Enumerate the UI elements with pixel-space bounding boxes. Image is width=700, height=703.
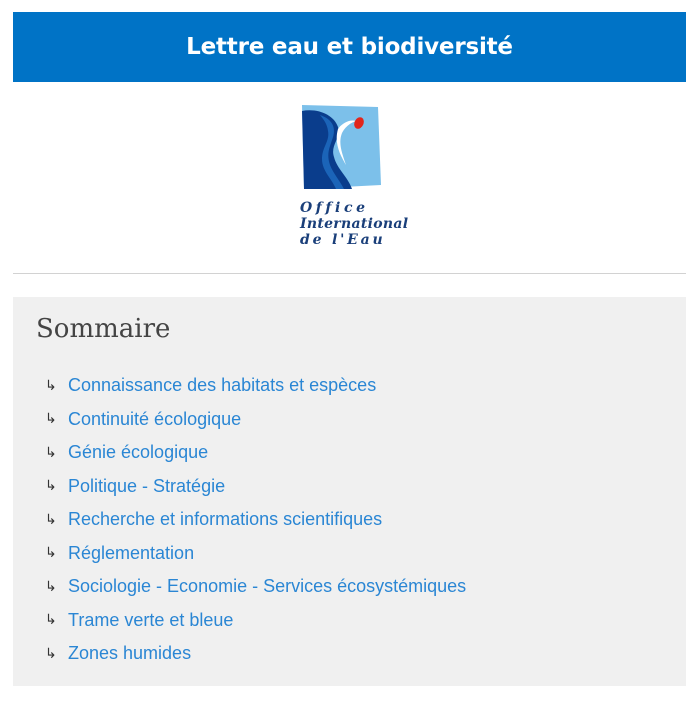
sommaire-title: Sommaire	[36, 314, 171, 344]
subitem-arrow-icon: ↳	[45, 511, 57, 528]
subitem-arrow-icon: ↳	[45, 444, 57, 461]
sommaire-panel	[13, 297, 686, 686]
sommaire-item	[45, 570, 466, 604]
subitem-arrow-icon: ↳	[45, 478, 57, 495]
header-divider	[13, 273, 686, 274]
sommaire-link-connaissance[interactable]: Connaissance des habitats et espèces	[68, 375, 377, 396]
sommaire-list	[45, 369, 466, 671]
subitem-arrow-icon: ↳	[45, 377, 57, 394]
sommaire-link-reglementation[interactable]: Réglementation	[68, 542, 195, 563]
subitem-arrow-icon: ↳	[45, 411, 57, 428]
sommaire-link-zones[interactable]: Zones humides	[68, 643, 192, 664]
newsletter-header	[13, 12, 686, 82]
subitem-arrow-icon: ↳	[45, 545, 57, 562]
sommaire-link-continuite[interactable]: Continuité écologique	[68, 408, 242, 429]
logo-line-office: Office	[300, 200, 369, 216]
sommaire-item	[45, 503, 466, 537]
sommaire-item	[45, 604, 466, 638]
newsletter-title: Lettre eau et biodiversité	[186, 34, 513, 60]
sommaire-link-trame[interactable]: Trame verte et bleue	[68, 609, 234, 630]
water-drop-logo-icon	[300, 103, 382, 191]
sommaire-link-politique[interactable]: Politique - Stratégie	[68, 475, 226, 496]
oieau-logo	[296, 103, 416, 258]
sommaire-link-sociologie[interactable]: Sociologie - Economie - Services écosystémiques	[68, 576, 467, 597]
subitem-arrow-icon: ↳	[45, 578, 57, 595]
logo-line-international: International	[300, 216, 409, 232]
sommaire-item	[45, 537, 466, 571]
subitem-arrow-icon: ↳	[45, 612, 57, 629]
sommaire-item	[45, 403, 466, 437]
sommaire-item	[45, 436, 466, 470]
sommaire-link-recherche[interactable]: Recherche et informations scientifiques	[68, 509, 383, 530]
logo-line-de-leau: de l'Eau	[300, 232, 386, 248]
sommaire-item	[45, 637, 466, 671]
sommaire-link-genie[interactable]: Génie écologique	[68, 442, 209, 463]
sommaire-item	[45, 369, 466, 403]
subitem-arrow-icon: ↳	[45, 645, 57, 662]
sommaire-item	[45, 470, 466, 504]
